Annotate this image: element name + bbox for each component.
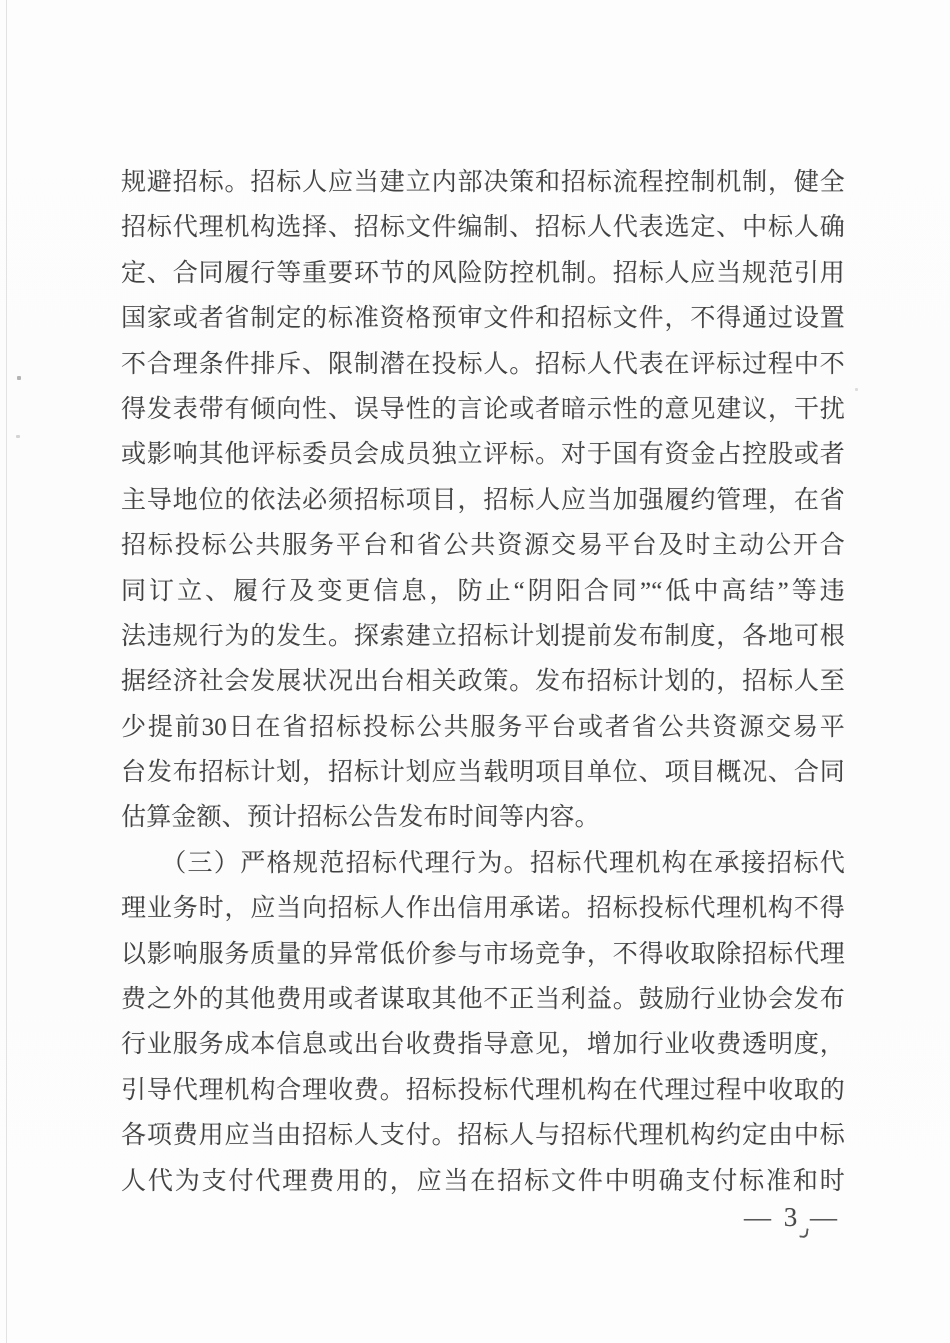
text-line: 费之外的其他费用或者谋取其他不正当利益。鼓励行业协会发布 (121, 986, 845, 1014)
text-line-section-heading: （三）严格规范招标代理行为。招标代理机构在承接招标代 (121, 849, 845, 877)
text-line: 行业服务成本信息或出台收费指导意见，增加行业收费透明度， (121, 1031, 845, 1059)
scan-speck-artifact (799, 1227, 808, 1238)
text-line: 招标投标公共服务平台和省公共资源交易平台及时主动公开合 (121, 532, 845, 560)
body-text-block (121, 160, 845, 1204)
scan-speck-artifact (17, 376, 21, 380)
text-line: 得发表带有倾向性、误导性的言论或者暗示性的意见建议，干扰 (121, 395, 845, 423)
scan-edge-artifact (6, 0, 7, 1343)
text-line: 定、合同履行等重要环节的风险防控机制。招标人应当规范引用 (121, 259, 845, 287)
text-line-paragraph-end: 估算金额、预计招标公告发布时间等内容。 (121, 804, 600, 832)
text-line: 法违规行为的发生。探索建立招标计划提前发布制度，各地可根 (121, 622, 845, 650)
scan-speck-artifact (16, 435, 20, 438)
text-line: 不合理条件排斥、限制潜在投标人。招标人代表在评标过程中不 (121, 350, 845, 378)
scan-speck-artifact (855, 388, 858, 391)
text-line: 人代为支付代理费用的，应当在招标文件中明确支付标准和时 (121, 1167, 845, 1195)
text-line: 国家或者省制定的标准资格预审文件和招标文件，不得通过设置 (121, 305, 845, 333)
text-line: 或影响其他评标委员会成员独立评标。对于国有资金占控股或者 (121, 441, 845, 469)
text-line: 引导代理机构合理收费。招标投标代理机构在代理过程中收取的 (121, 1076, 845, 1104)
text-line: 以影响服务质量的异常低价参与市场竞争，不得收取除招标代理 (121, 940, 845, 968)
text-line: 主导地位的依法必须招标项目，招标人应当加强履约管理，在省 (121, 486, 845, 514)
text-line: 据经济社会发展状况出台相关政策。发布招标计划的，招标人至 (121, 668, 845, 696)
text-line: 少提前30日在省招标投标公共服务平台或者省公共资源交易平 (121, 713, 845, 741)
text-line: 同订立、履行及变更信息，防止“阴阳合同”“低中高结”等违 (121, 577, 845, 605)
text-line: 各项费用应当由招标人支付。招标人与招标代理机构约定由中标 (121, 1122, 845, 1150)
page-number: — 3 — (744, 1202, 840, 1232)
text-line: 理业务时，应当向招标人作出信用承诺。招标投标代理机构不得 (121, 895, 845, 923)
text-line: 招标代理机构选择、招标文件编制、招标人代表选定、中标人确 (121, 214, 845, 242)
text-line: 规避招标。招标人应当建立内部决策和招标流程控制机制，健全 (121, 169, 845, 196)
text-line: 台发布招标计划，招标计划应当载明项目单位、项目概况、合同 (121, 759, 845, 787)
